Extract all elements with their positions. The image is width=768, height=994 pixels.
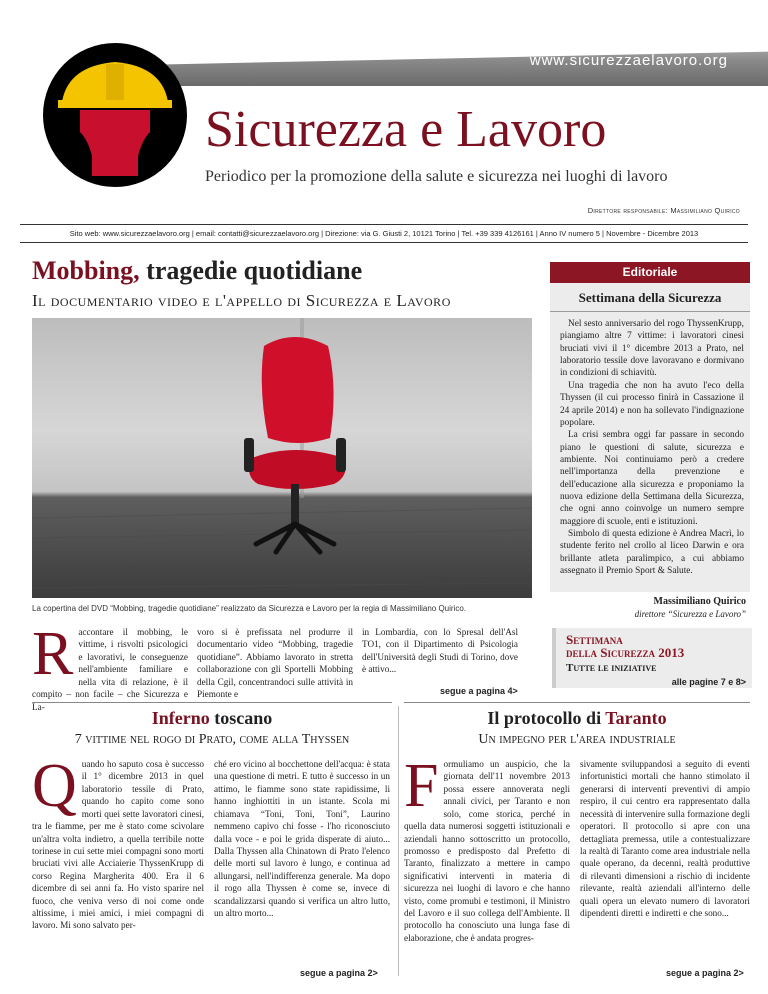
editorial-paragraph: Una tragedia che non ha avuto l'eco della Thyssen (il cui processo finirà in Cassazione il 24 aprile 2014) e non ha sollevato l'indignazione popolare. xyxy=(560,380,744,428)
taranto-headline xyxy=(404,708,750,729)
inferno-text-1: uando ho saputo cosa è successo il 1° dicembre 2013 in quel laboratorio tessile di Prato, quando ho capito come sono morti quei sette lavoratori cinesi, tra le fiamme, per me è stato come scivolare un'altra volta indietro, a quella terribile notte torinese in cui sette miei compagni sono morti bruciati vivi alle Acciaierie ThyssenKrupp di corso Regina Margherita 400. Era il 6 dicembre di sei anni fa. Ho visto sparire nel fuoco, che veniva verso di noi come onde altissime, i miei amici, i miei compagni di lavoro. Mi sono salvato per- xyxy=(32,759,204,931)
lead-headline-rest: tragedie quotidiane xyxy=(139,256,363,285)
dvd-cover-photo xyxy=(32,318,532,598)
divider xyxy=(32,702,392,703)
lead-continue-link[interactable]: segue a pagina 4> xyxy=(440,686,518,696)
editorial-signature: Massimiliano Quirico xyxy=(653,596,746,607)
taranto-text-1: ormuliamo un auspicio, che la giornata dell'11 novembre 2013 possa essere annoverata negli annali civici, per Taranto e non solo, come storica, perché in quella data numerosi soggetti istituzionali e aziendali hanno sottoscritto un protocollo, promosso e predisposto dal Prefetto di Taranto, finalizzato a mettere in campo significativi interventi in materia di sicurezza nei luoghi di lavoro e che hanno visto, come promubi e testimoni, il Ministro del Lavoro e il suo collega dell'Ambiente. Il protocollo ha conosciuto una lunga fase di elaborazione, che è andata progres- xyxy=(404,759,570,943)
lead-headline xyxy=(32,256,362,286)
taranto-column-2: sivamente sviluppandosi a seguito di eventi infortunistici mortali che hanno stimolato il generarsi di interventi preventivi di ampio respiro, il cui centro era rappresentato dalla necessità di intervenire sulla formazione degli operatori. Il protocollo si apre con una dettagliata premessa, utile a contestualizzare la realtà di Taranto come area industriale nella quale operano, da decenni, realtà produttive di rilevanti dimensioni a rischio di incidente rilevante, realtà aziendali all'interno delle quali opera un elevato numero di lavoratori dipendenti diretti e indiretti e che sono... xyxy=(580,759,750,919)
lead-headline-red: Mobbing, xyxy=(32,256,140,285)
taranto-continue-link[interactable]: segue a pagina 2> xyxy=(666,968,744,978)
taranto-column-1 xyxy=(404,752,570,944)
masthead xyxy=(0,0,768,192)
inferno-headline-rest: toscano xyxy=(209,708,273,728)
taranto-headline-red: Taranto xyxy=(605,708,667,728)
editorial-paragraph: Nel sesto anniversario del rogo ThyssenKrupp, piangiamo altre 7 vittime: i lavoratori cinesi bruciati vivi il 1° dicembre 2013 a Prato, nel laboratorio tessile dove lavoravano e dormivano in condizioni di schiavitù. xyxy=(560,319,744,379)
settimana-box-title xyxy=(566,633,684,659)
inferno-headline xyxy=(32,708,392,729)
helmet-logo-icon xyxy=(40,40,190,190)
editorial-role: direttore “Sicurezza e Lavoro” xyxy=(634,609,746,619)
editorial-body xyxy=(560,318,744,578)
red-chair-illustration xyxy=(32,318,532,598)
lead-column-1 xyxy=(32,620,188,713)
inferno-column-1 xyxy=(32,752,204,932)
lead-text-1: accontare il mobbing, le vittime, i risvolti psicologici e lavorativi, le conseguenze nell'ambiente familiare e nella vita di relazione, è il compito – non facile – che Sicurezza e La- xyxy=(32,627,188,712)
newspaper-title: Sicurezza e Lavoro xyxy=(205,101,607,158)
newspaper-subtitle: Periodico per la promozione della salute e sicurezza nei luoghi di lavoro xyxy=(205,168,668,185)
editorial-title: Settimana della Sicurezza xyxy=(550,290,750,312)
inferno-kicker: 7 vittime nel rogo di Prato, come alla Thyssen xyxy=(74,732,350,747)
settimana-title-line-1: Settimana xyxy=(566,632,623,647)
taranto-headline-start: Il protocollo di xyxy=(487,708,606,728)
contact-info-line: Sito web: www.sicurezzaelavoro.org | email: contatti@sicurezzaelavoro.org | Direzione: via G. Giusti 2, 10121 Torino | Tel. +39 339 4126161 | Anno IV numero 5 | Novembre - Dicembre 2013 xyxy=(20,224,748,243)
settimana-title-line-2: della Sicurezza 2013 xyxy=(566,645,685,660)
site-url[interactable]: www.sicurezzaelavoro.org xyxy=(529,52,728,69)
taranto-drop-cap: F xyxy=(404,752,439,820)
editorial-tag: Editoriale xyxy=(550,262,750,283)
settimana-box-subtitle: Tutte le iniziative xyxy=(566,662,657,674)
inferno-drop-cap: Q xyxy=(32,752,77,820)
inferno-continue-link[interactable]: segue a pagina 2> xyxy=(300,968,378,978)
masthead-band xyxy=(110,0,768,86)
settimana-pages-link[interactable]: alle pagine 7 e 8> xyxy=(671,677,746,687)
editorial-paragraph: La crisi sembra oggi far passare in secondo piano le questioni di salute, sicurezza e ambiente. Noi continuiamo però a credere nell'importanza della prevenzione e dell'educazione alla sicurezza e proponiamo la nuova edizione della Settimana della Sicurezza, che ogni anno coinvolge un numero sempre maggiore di scuole, enti e istituzioni. xyxy=(560,430,744,527)
inferno-column-2: ché ero vicino al bocchettone dell'acqua: è stata una questione di metri. E tutto è successo in un attimo, le fiamme sono state rapidissime, li hanno inghiottiti in un istante. Scola mi chiamava “Toni, Toni, Toni”, Laurino nemmeno capivo chi fosse - l'ho riconosciuto dalla voce - e poi le grida disperate di aiuto... Dalla Thyssen alla Chinatown di Prato l'elenco delle morti sul lavoro è lungo, e continua ad allungarsi, nell'indifferenza generale. Ma dopo il rogo alla Thyssen è come se, invece di scandalizzarsi quando si verifica un altro lutto, un altro morto... xyxy=(214,759,390,919)
column-divider xyxy=(398,706,399,976)
lead-kicker: Il documentario video e l'appello di Sicurezza e Lavoro xyxy=(32,291,451,310)
editorial-paragraph: Simbolo di questa edizione è Andrea Macrì, lo studente ferito nel crollo al liceo Darwin e ora brillante atleta paralimpico, a cui abbiamo assegnato il Premio Sport & Salute. xyxy=(560,529,744,577)
lead-column-2: voro si è prefissata nel produrre il documentario video “Mobbing, tragedie quotidiane”. Abbiamo lavorato in stretta collaborazione con gli Sportelli Mobbing della Cgil, concentrandoci sulle attività in Piemonte e xyxy=(197,627,353,700)
director-line: Direttore responsabile: Massimiliano Quirico xyxy=(587,206,740,215)
lead-drop-cap: R xyxy=(32,620,74,688)
lead-column-3: in Lombardia, con lo Spresal dell'Asl TO1, con il Dipartimento di Psicologia dell'Università degli Studi di Torino, dove è attivo... xyxy=(362,627,518,675)
inferno-headline-red: Inferno xyxy=(151,708,210,728)
photo-caption: La copertina del DVD “Mobbing, tragedie quotidiane” realizzato da Sicurezza e Lavoro per la regia di Massimiliano Quirico. xyxy=(32,604,467,613)
divider xyxy=(404,702,750,703)
taranto-kicker: Un impegno per l'area industriale xyxy=(478,732,676,747)
